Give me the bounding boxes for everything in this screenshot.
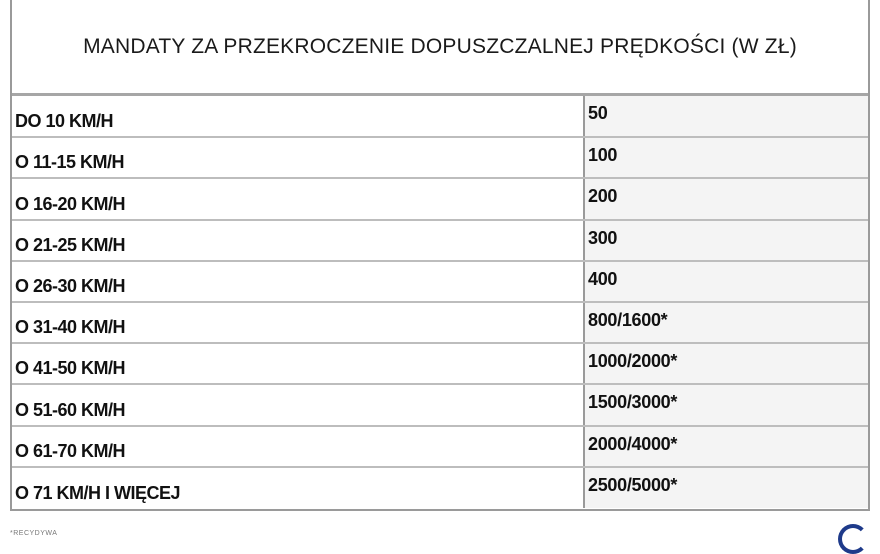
table-row — [12, 384, 868, 425]
speed-range-cell: O 51-60 KM/H — [12, 384, 584, 425]
fine-amount-cell: 50 — [584, 96, 868, 137]
table-row — [12, 261, 868, 302]
fine-amount-cell: 1000/2000* — [584, 343, 868, 384]
fine-amount-cell: 200 — [584, 178, 868, 219]
speed-range-cell: O 21-25 KM/H — [12, 220, 584, 261]
speed-range-cell: O 26-30 KM/H — [12, 261, 584, 302]
speed-range-cell: O 16-20 KM/H — [12, 178, 584, 219]
table-row — [12, 343, 868, 384]
table-row — [12, 426, 868, 467]
fines-table — [12, 96, 868, 508]
table-row — [12, 302, 868, 343]
speed-range-cell: O 61-70 KM/H — [12, 426, 584, 467]
fine-amount-cell: 1500/3000* — [584, 384, 868, 425]
speed-range-cell: O 31-40 KM/H — [12, 302, 584, 343]
speed-range-cell: O 41-50 KM/H — [12, 343, 584, 384]
fine-amount-cell: 2500/5000* — [584, 467, 868, 508]
table-row — [12, 467, 868, 508]
speed-range-cell: DO 10 KM/H — [12, 96, 584, 137]
brand-logo-icon — [838, 524, 868, 554]
fine-amount-cell: 800/1600* — [584, 302, 868, 343]
fine-amount-cell: 300 — [584, 220, 868, 261]
speed-range-cell: O 71 KM/H I WIĘCEJ — [12, 467, 584, 508]
speed-range-cell: O 11-15 KM/H — [12, 137, 584, 178]
fine-amount-cell: 400 — [584, 261, 868, 302]
table-row — [12, 220, 868, 261]
footnote: *RECYDYWA — [10, 530, 58, 537]
table-row — [12, 96, 868, 137]
table-row — [12, 178, 868, 219]
fines-table-container — [10, 0, 870, 511]
fine-amount-cell: 100 — [584, 137, 868, 178]
table-title: MANDATY ZA PRZEKROCZENIE DOPUSZCZALNEJ PRĘDKOŚCI (W ZŁ) — [12, 0, 868, 96]
table-row — [12, 137, 868, 178]
fine-amount-cell: 2000/4000* — [584, 426, 868, 467]
